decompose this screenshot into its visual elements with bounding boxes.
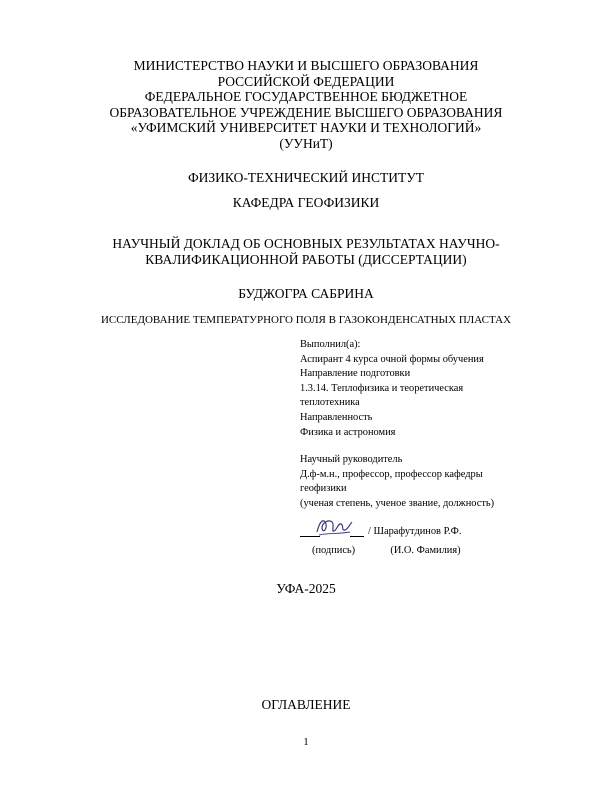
department-name: КАФЕДРА ГЕОФИЗИКИ <box>232 195 380 210</box>
performer-line: Выполнил(а): <box>300 339 361 350</box>
signature-name: / Шарафутдинов Р.Ф. <box>368 526 462 537</box>
signature-captions <box>312 545 461 556</box>
page-number: 1 <box>303 736 309 748</box>
header-line: МИНИСТЕРСТВО НАУКИ И ВЫСШЕГО ОБРАЗОВАНИЯ <box>133 58 479 73</box>
header-line: (УУНиТ) <box>279 135 333 151</box>
header-line: ФЕДЕРАЛЬНОЕ ГОСУДАРСТВЕННОЕ БЮДЖЕТНОЕ <box>144 89 468 104</box>
toc-heading: ОГЛАВЛЕНИЕ <box>261 697 351 712</box>
signature-caption-name: (И.О. Фамилия) <box>390 545 461 556</box>
header-line: «УФИМСКИЙ УНИВЕРСИТЕТ НАУКИ И ТЕХНОЛОГИЙ» <box>130 120 482 135</box>
signature-row <box>300 514 600 544</box>
handwritten-signature-icon <box>314 514 354 540</box>
report-title <box>0 236 612 267</box>
research-topic: ИССЛЕДОВАНИЕ ТЕМПЕРАТУРНОГО ПОЛЯ В ГАЗОКОНДЕНСАТНЫХ ПЛАСТАХ <box>100 314 512 326</box>
report-title-line: НАУЧНЫЙ ДОКЛАД ОБ ОСНОВНЫХ РЕЗУЛЬТАТАХ НАУЧНО- <box>112 236 500 251</box>
supervisor-line: Научный руководитель <box>300 454 403 466</box>
performer-line: теплотехника <box>300 397 360 409</box>
institute-name: ФИЗИКО-ТЕХНИЧЕСКИЙ ИНСТИТУТ <box>187 170 425 185</box>
author-name: БУДЖОГРА САБРИНА <box>238 286 374 301</box>
supervisor-line: геофизики <box>300 483 347 495</box>
ministry-header <box>0 58 612 151</box>
header-line: ОБРАЗОВАТЕЛЬНОЕ УЧРЕЖДЕНИЕ ВЫСШЕГО ОБРАЗОВАНИЯ <box>109 104 503 120</box>
performer-line: Аспирант 4 курса очной формы обучения <box>300 353 484 365</box>
performer-line: 1.3.14. Теплофизика и теоретическая <box>300 382 464 394</box>
performer-line: Направление подготовки <box>300 368 411 380</box>
performer-line: Физика и астрономия <box>300 426 396 438</box>
performer-line: Направленность <box>300 411 373 423</box>
supervisor-line: (ученая степень, ученое звание, должность) <box>300 497 495 509</box>
header-line: РОССИЙСКОЙ ФЕДЕРАЦИИ <box>217 73 395 89</box>
supervisor-line: Д.ф-м.н., профессор, профессор кафедры <box>300 468 483 480</box>
signature-underline <box>350 536 364 537</box>
performer-info <box>300 338 600 512</box>
signature-caption-sign: (подпись) <box>312 545 356 556</box>
city-year: УФА-2025 <box>276 581 336 596</box>
report-title-line: КВАЛИФИКАЦИОННОЙ РАБОТЫ (ДИССЕРТАЦИИ) <box>145 251 467 267</box>
